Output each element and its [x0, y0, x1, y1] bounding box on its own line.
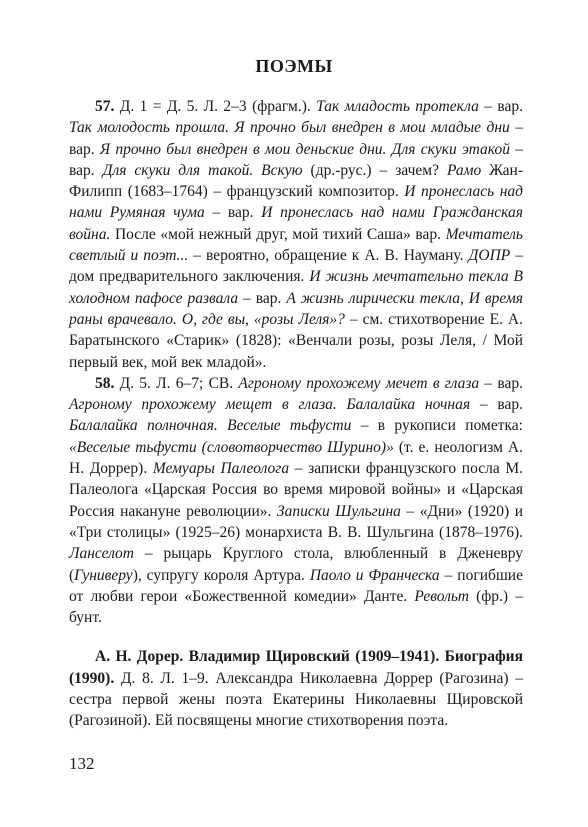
text-segment: (фр.) – бунт.	[69, 587, 523, 627]
text-segment: Агроному прохожему мещет в глаза. Балалайка ночная	[69, 396, 471, 414]
text-segment: 58.	[95, 374, 115, 392]
text-segment: – записки французского посла М. Палеолога «Царская Россия во время мировой войны» и «Царская Россия накануне революции».	[69, 460, 524, 520]
text-segment: И пронеслась над нами Гражданская война.	[69, 204, 523, 243]
text-segment: Балалайка полночная. Веселые тьфусти	[69, 417, 352, 435]
text-segment: Гуниверу	[74, 566, 133, 584]
text-segment: Так молодость прошла. Я прочно был внедрен в мои младые дни	[69, 119, 510, 137]
text-segment: ), супругу короля Артура.	[132, 566, 310, 584]
text-segment: Агроному прохожему мечет в глаза	[238, 374, 480, 392]
notes-body	[69, 96, 523, 732]
section-gap	[69, 628, 523, 646]
text-segment: – вероятно, обращение к А. В. Науману.	[188, 247, 469, 265]
text-segment: – вар.	[69, 119, 523, 158]
text-segment: Я прочно был внедрен в мои деньские дни. Для скуки этакой	[99, 140, 510, 158]
text-segment: Мемуары Палеолога	[152, 460, 290, 478]
note-57	[69, 96, 523, 373]
text-segment: Рамо	[446, 161, 482, 179]
text-segment: Для скуки для такой. Вскую	[102, 161, 303, 179]
text-segment: (др.-рус.) – зачем?	[302, 161, 447, 179]
text-segment: А жизнь лирически текла, И время раны врачевало. О, где вы, «розы Леля»?	[69, 289, 524, 328]
text-segment: И жизнь мечтательно текла В холодном пафосе развала	[69, 268, 523, 307]
text-segment: – см. стихотворение Е. А. Баратынского «Старик» (1828): «Венчали розы, розы Леля, / Мой первый век, мой век младой».	[69, 310, 523, 371]
text-segment: И пронеслась над нами Румяная чума	[69, 183, 523, 222]
text-segment: Ланселот	[69, 545, 134, 563]
text-segment: Записки Шульгина	[276, 502, 401, 520]
page-number: 132	[69, 754, 95, 773]
text-segment: – дом предварительного заключения.	[69, 247, 524, 286]
text-segment: А. Н. Дорер. Владимир Щировский (1909–1941). Биография (1990).	[69, 648, 523, 687]
text-segment: (т. е. неологизм А. Н. Доррер).	[69, 438, 523, 478]
text-segment: – «Дни» (1920) и «Три столицы» (1925–26) монархиста В. В. Шульгина (1878–1976).	[69, 502, 524, 541]
text-segment: Д. 8. Л. 1–9. Александра Николаевна Доррер (Рагозина) – сестра первой жены поэта Екатерины Николаевны Щировской (Рагозиной). Ей посвящены многие стихотворения поэта.	[69, 669, 523, 730]
text-segment: – погибшие от любви герои «Божественной комедии» Данте.	[69, 566, 523, 605]
text-segment: «Веселые тьфусти (словотворчество Шурино)»	[69, 438, 394, 456]
text-segment: – в рукописи пометка:	[351, 417, 523, 435]
text-segment: 57.	[95, 98, 115, 115]
text-segment: После «мой нежный друг, мой тихий Саша» вар.	[110, 225, 446, 243]
note-58	[69, 373, 523, 629]
text-segment: – вар.	[470, 396, 523, 414]
section-title: ПОЭМЫ	[255, 56, 333, 76]
text-segment: ДОПР	[468, 247, 511, 265]
text-segment: – вар.	[69, 140, 523, 179]
text-segment: – вар.	[479, 374, 523, 392]
text-segment: Д. 5. Л. 6–7; СВ.	[114, 374, 239, 392]
text-segment: Паоло и Франческа	[309, 566, 440, 584]
note-biography	[69, 646, 523, 731]
text-segment: – вар.	[478, 98, 524, 115]
text-segment: – рыцарь Круглого стола, влюбленный в Дженевру (	[69, 545, 523, 584]
text-segment: Д. 1 = Д. 5. Л. 2–3 (фрагм.).	[114, 98, 317, 115]
text-segment: – вар.	[238, 289, 287, 307]
text-segment: Револьт	[414, 587, 469, 605]
text-segment: Жан-Филипп (1683–1764) – французский композитор.	[69, 161, 524, 201]
text-segment: Мечтатель светлый и поэт...	[69, 225, 523, 265]
text-segment: Так младость протекла	[316, 98, 479, 115]
text-segment: – вар.	[204, 204, 262, 222]
